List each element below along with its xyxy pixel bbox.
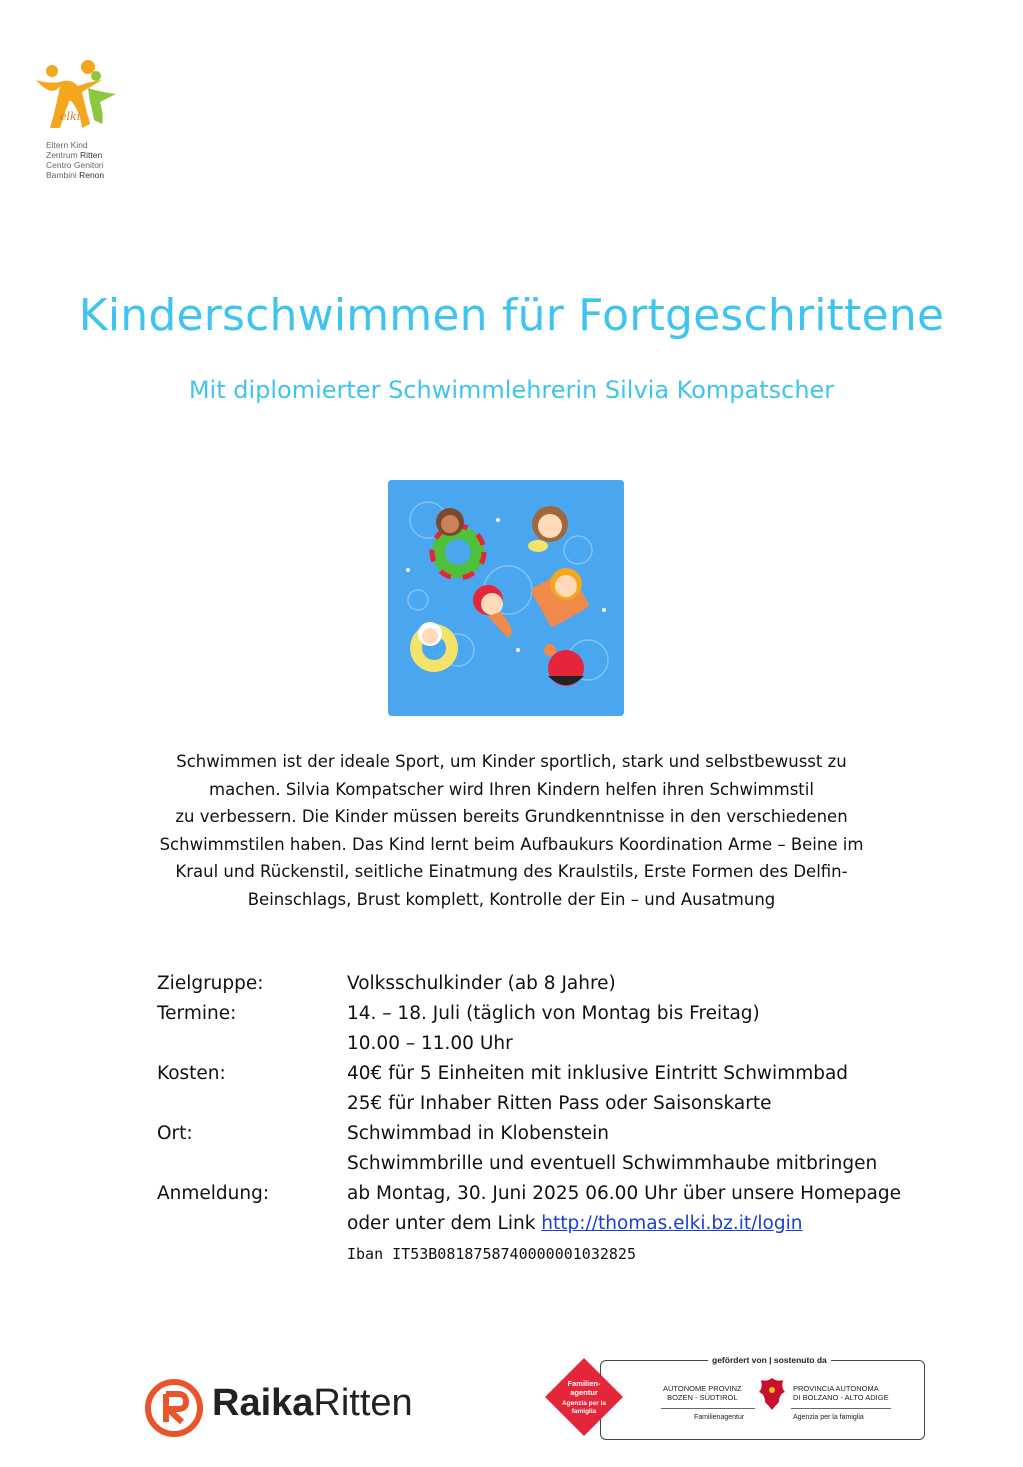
description-line: Schwimmstilen haben. Das Kind lernt beim Aufbaukurs Koordination Arme – Beine im	[159, 834, 864, 854]
province-de: AUTONOME PROVINZ BOZEN - SÜDTIROL	[663, 1384, 742, 1402]
agency-de: Familienagentur	[694, 1414, 745, 1421]
familienagentur-badge-icon	[543, 1356, 625, 1438]
anmeldung-link-line	[347, 1213, 802, 1234]
province-it: PROVINCIA AUTONOMA DI BOLZANO - ALTO ADIGE	[793, 1384, 889, 1402]
page-subtitle: Mit diplomierter Schwimmlehrerin Silvia Kompatscher	[188, 376, 835, 404]
children-swimming-illustration	[388, 480, 624, 716]
agency-it: Agenzia per la famiglia	[793, 1414, 864, 1421]
logo-line-2: Zentrum Ritten	[46, 150, 103, 160]
description-line: Beinschlags, Brust komplett, Kontrolle der Ein – und Ausatmung	[247, 889, 776, 909]
termine-time: 10.00 – 11.00 Uhr	[347, 1033, 513, 1054]
eagle-coat-of-arms-icon	[757, 1376, 787, 1412]
sponsor-divider	[661, 1408, 755, 1409]
elki-logo-caption	[46, 140, 104, 180]
anmeldung-link-prefix: oder unter dem Link	[347, 1213, 542, 1234]
description-line: machen. Silvia Kompatscher wird Ihren Kindern helfen ihren Schwimmstil	[209, 779, 814, 799]
sponsor-block	[543, 1356, 928, 1440]
kosten-standard: 40€ für 5 Einheiten mit inklusive Eintritt Schwimmbad	[347, 1063, 849, 1084]
ort-note: Schwimmbrille und eventuell Schwimmhaube mitbringen	[347, 1153, 878, 1174]
anmeldung-label: Anmeldung:	[157, 1183, 270, 1204]
kosten-reduced: 25€ für Inhaber Ritten Pass oder Saisonskarte	[347, 1093, 772, 1114]
course-description	[120, 748, 903, 913]
sponsor-heading: gefördert von | sostenuto da	[708, 1355, 831, 1365]
termine-dates: 14. – 18. Juli (täglich von Montag bis Freitag)	[347, 1003, 760, 1024]
zielgruppe-label: Zielgruppe:	[157, 973, 264, 994]
description-line: Schwimmen ist der ideale Sport, um Kinder sportlich, stark und selbstbewusst zu	[176, 752, 847, 771]
sponsor-divider	[791, 1408, 891, 1409]
ort-label: Ort:	[157, 1123, 193, 1144]
termine-label: Termine:	[157, 1003, 237, 1024]
kosten-label: Kosten:	[157, 1063, 226, 1084]
zielgruppe-value: Volksschulkinder (ab 8 Jahre)	[347, 973, 616, 994]
elki-figures-icon	[30, 58, 130, 138]
description-line: zu verbessern. Die Kinder müssen bereits Grundkenntnisse in den verschiedenen	[175, 807, 848, 826]
ort-value: Schwimmbad in Klobenstein	[347, 1123, 609, 1144]
svg-text:elki: elki	[60, 110, 81, 123]
iban-value: Iban IT53B0818758740000001032825	[347, 1245, 636, 1263]
badge-title: Familien- agentur	[567, 1379, 601, 1397]
logo-line-3: Centro Genitori	[46, 160, 104, 170]
registration-link[interactable]: http://thomas.elki.bz.it/login	[541, 1213, 803, 1234]
raika-wordmark: RaikaRitten	[212, 1382, 413, 1424]
badge-subtitle: Agenzia per la famiglia	[561, 1400, 607, 1415]
raika-r-icon	[144, 1378, 204, 1438]
description-line: Kraul und Rückenstil, seitliche Einatmung des Kraulstils, Erste Formen des Delfin-	[175, 862, 848, 881]
anmeldung-value: ab Montag, 30. Juni 2025 06.00 Uhr über unsere Homepage	[347, 1183, 901, 1204]
logo-line-1: Eltern Kind	[46, 140, 88, 150]
page-title: Kinderschwimmen für Fortgeschrittene	[78, 290, 945, 341]
logo-line-4: Bambini Renon	[46, 170, 105, 180]
